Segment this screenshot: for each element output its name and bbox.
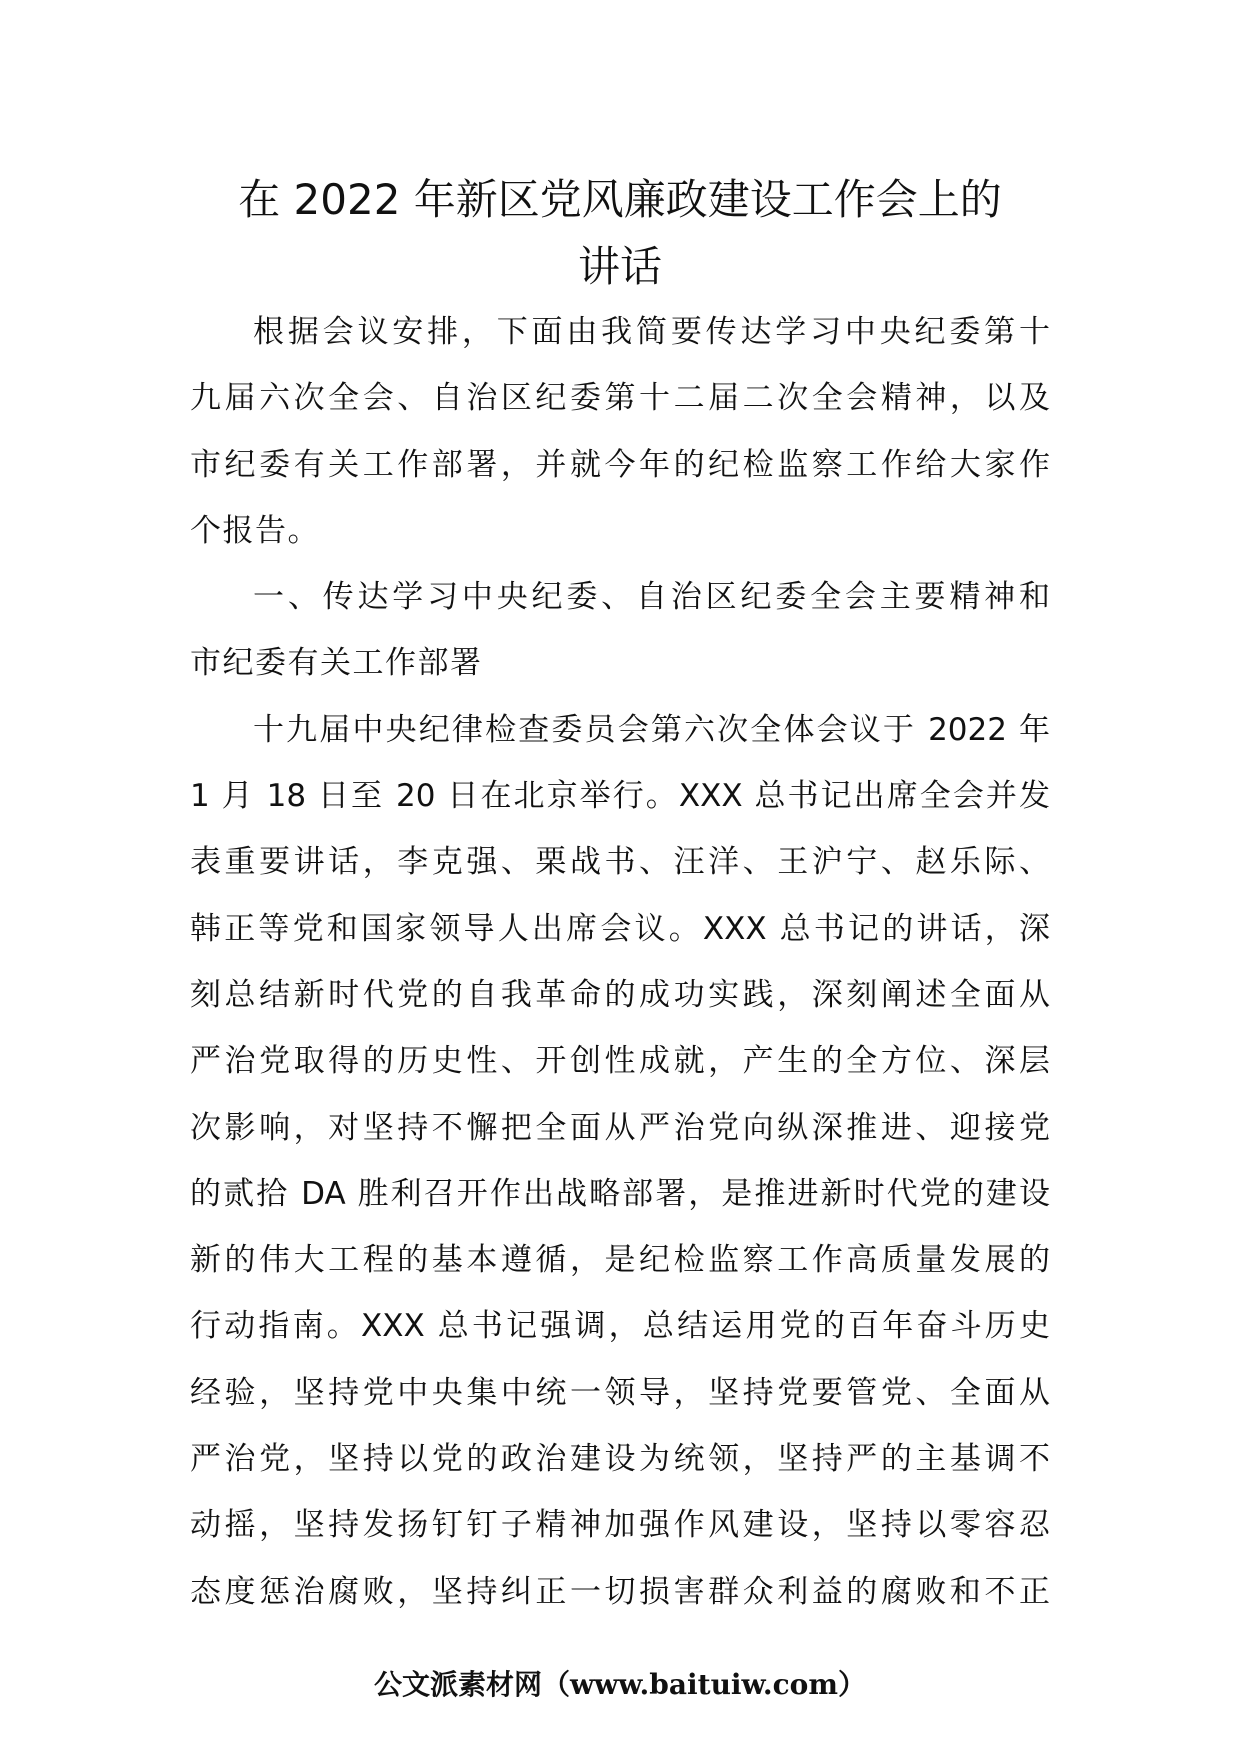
paragraph-line: 九届六次全会、自治区纪委第十二届二次全会精神，以及 (190, 380, 1050, 417)
paragraph-line: 新的伟大工程的基本遵循，是纪检监察工作高质量发展的 (190, 1242, 1050, 1279)
paragraph-line: 的贰拾 DA 胜利召开作出战略部署，是推进新时代党的建设 (190, 1175, 1050, 1212)
paragraph-line: 十九届中央纪律检查委员会第六次全体会议于 2022 年 (253, 711, 1050, 748)
section-heading-line: 一、传达学习中央纪委、自治区纪委全会主要精神和 (253, 579, 1050, 616)
paragraph-line: 1 月 18 日至 20 日在北京举行。XXX 总书记出席全会并发 (190, 778, 1050, 815)
paragraph-line: 根据会议安排，下面由我简要传达学习中央纪委第十 (253, 314, 1050, 350)
paragraph-line: 韩正等党和国家领导人出席会议。XXX 总书记的讲话，深 (190, 910, 1050, 947)
paragraph-line: 动摇，坚持发扬钉钉子精神加强作风建设，坚持以零容忍 (190, 1507, 1050, 1544)
paragraph-line: 表重要讲话，李克强、栗战书、汪洋、王沪宁、赵乐际、 (190, 844, 1050, 881)
paragraph-line: 次影响，对坚持不懈把全面从严治党向纵深推进、迎接党 (190, 1109, 1050, 1146)
paragraph-line: 行动指南。XXX 总书记强调，总结运用党的百年奋斗历史 (190, 1308, 1050, 1345)
paragraph-line: 严治党取得的历史性、开创性成就，产生的全方位、深层 (190, 1043, 1050, 1080)
paragraph-line: 个报告。 (190, 512, 320, 549)
document-title-line-1: 在 2022 年新区党风廉政建设工作会上的 (238, 175, 1002, 224)
document-body (190, 299, 1050, 1625)
section-heading-line: 市纪委有关工作部署 (190, 645, 483, 682)
paragraph-line: 市纪委有关工作部署，并就今年的纪检监察工作给大家作 (190, 446, 1050, 483)
paragraph-line: 严治党，坚持以党的政治建设为统领，坚持严的主基调不 (190, 1441, 1050, 1478)
paragraph-line: 态度惩治腐败，坚持纠正一切损害群众利益的腐败和不正 (190, 1573, 1050, 1610)
paragraph-line: 刻总结新时代党的自我革命的成功实践，深刻阐述全面从 (190, 976, 1050, 1013)
document-title-line-2: 讲话 (577, 242, 662, 291)
footer-watermark: 公文派素材网（www.baituiw.com） (374, 1668, 866, 1701)
paragraph-line: 经验，坚持党中央集中统一领导，坚持党要管党、全面从 (190, 1374, 1050, 1411)
